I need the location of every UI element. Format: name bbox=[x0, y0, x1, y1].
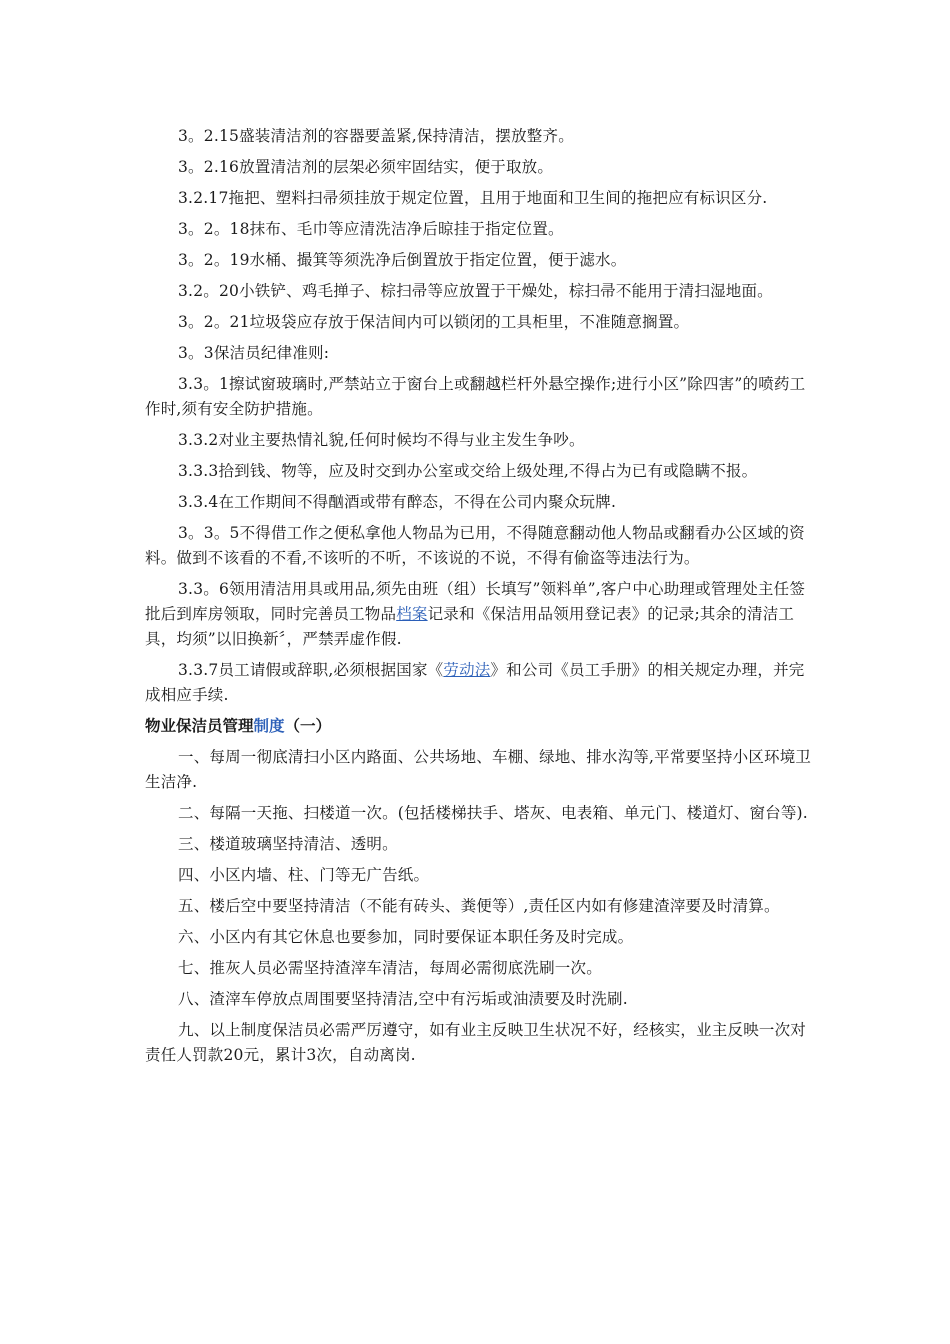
heading-text: 物业保洁员管理 bbox=[145, 717, 254, 735]
paragraph-3-2-19: 3。2。19水桶、撮箕等须洗净后倒置放于指定位置，便于滤水。 bbox=[178, 251, 627, 269]
paragraph-3-3-7 bbox=[145, 658, 815, 708]
rule-item-3: 三、楼道玻璃坚持清洁、透明。 bbox=[178, 835, 398, 853]
paragraph-text: 记录和《保洁用品领用登记表》的记录;其余的清洁工具，均须”以旧换新〞，严禁弄虚作假. bbox=[145, 605, 795, 648]
labor-law-link[interactable]: 劳动法 bbox=[443, 661, 491, 679]
paragraph-3-3-5: 3。3。5不得借工作之便私拿他人物品为已用，不得随意翻动他人物品或翻看办公区域的资料。做到不该看的不看,不该听的不听，不该说的不说，不得有偷盗等违法行为。 bbox=[145, 524, 805, 567]
rule-item-6: 六、小区内有其它休息也要参加，同时要保证本职任务及时完成。 bbox=[178, 928, 634, 946]
rule-item-9: 九、以上制度保洁员必需严厉遵守，如有业主反映卫生状况不好，经核实，业主反映一次对责任人罚款20元，累计3次，自动离岗. bbox=[145, 1021, 807, 1064]
paragraph-3-3-4: 3.3.4在工作期间不得酗酒或带有醉态，不得在公司内聚众玩牌. bbox=[178, 493, 617, 511]
paragraph-text: 3.3。6领用清洁用具或用品,须先由班（组）长填写”领料单”,客户中心助理或管理处主任签批后到库房领取，同时完善员工物品 bbox=[145, 580, 806, 623]
rule-item-8: 八、渣滓车停放点周围要坚持清洁,空中有污垢或油渍要及时洗刷. bbox=[178, 990, 628, 1008]
paragraph-3-3-3: 3.3.3拾到钱、物等，应及时交到办公室或交给上级处理,不得占为已有或隐瞒不报。 bbox=[178, 462, 758, 480]
paragraph-3-3-6 bbox=[145, 577, 815, 652]
paragraph-3-2-15: 3。2.15盛装清洁剂的容器要盖紧,保持清洁，摆放整齐。 bbox=[178, 127, 574, 145]
document-page bbox=[145, 124, 815, 1074]
paragraph-3-2-17: 3.2.17拖把、塑料扫帚须挂放于规定位置，且用于地面和卫生间的拖把应有标识区分. bbox=[178, 189, 768, 207]
rule-item-4: 四、小区内墙、柱、门等无广告纸。 bbox=[178, 866, 430, 884]
paragraph-3-2-21: 3。2。21垃圾袋应存放于保洁间内可以锁闭的工具柜里，不准随意搁置。 bbox=[178, 313, 690, 331]
rule-item-7: 七、推灰人员必需坚持渣滓车清洁，每周必需彻底洗刷一次。 bbox=[178, 959, 602, 977]
heading-text: （一） bbox=[284, 717, 332, 735]
paragraph-text: 》和公司《员工手册》的相关规定办理，并完成相应手续. bbox=[145, 661, 805, 704]
paragraph-3-3-1: 3.3。1擦试窗玻璃时,严禁站立于窗台上或翻越栏杆外悬空操作;进行小区”除四害”的喷药工作时,须有安全防护措施。 bbox=[145, 375, 806, 418]
rule-item-2: 二、每隔一天拖、扫楼道一次。(包括楼梯扶手、塔灰、电表箱、单元门、楼道灯、窗台等). bbox=[178, 804, 808, 822]
paragraph-3-3-2: 3.3.2对业主要热情礼貌,任何时候均不得与业主发生争吵。 bbox=[178, 431, 585, 449]
rule-item-1: 一、每周一彻底清扫小区内路面、公共场地、车棚、绿地、排水沟等,平常要坚持小区环境卫生洁净. bbox=[145, 748, 812, 791]
archive-link[interactable]: 档案 bbox=[396, 605, 428, 623]
rule-item-5: 五、楼后空中要坚持清洁（不能有砖头、粪便等）,责任区内如有修建渣滓要及时清算。 bbox=[178, 897, 780, 915]
paragraph-3-2-16: 3。2.16放置清洁剂的层架必须牢固结实，便于取放。 bbox=[178, 158, 554, 176]
section-3-3-title: 3。3保洁员纪律准则: bbox=[178, 344, 330, 362]
paragraph-text: 3.3.7员工请假或辞职,必须根据国家《 bbox=[178, 661, 444, 679]
paragraph-3-2-20: 3.2。20小铁铲、鸡毛掸子、棕扫帚等应放置于干燥处，棕扫帚不能用于清扫湿地面。 bbox=[178, 282, 773, 300]
paragraph-3-2-18: 3。2。18抹布、毛巾等应清洗洁净后晾挂于指定位置。 bbox=[178, 220, 564, 238]
system-link[interactable]: 制度 bbox=[253, 717, 285, 735]
section-heading bbox=[145, 714, 815, 739]
